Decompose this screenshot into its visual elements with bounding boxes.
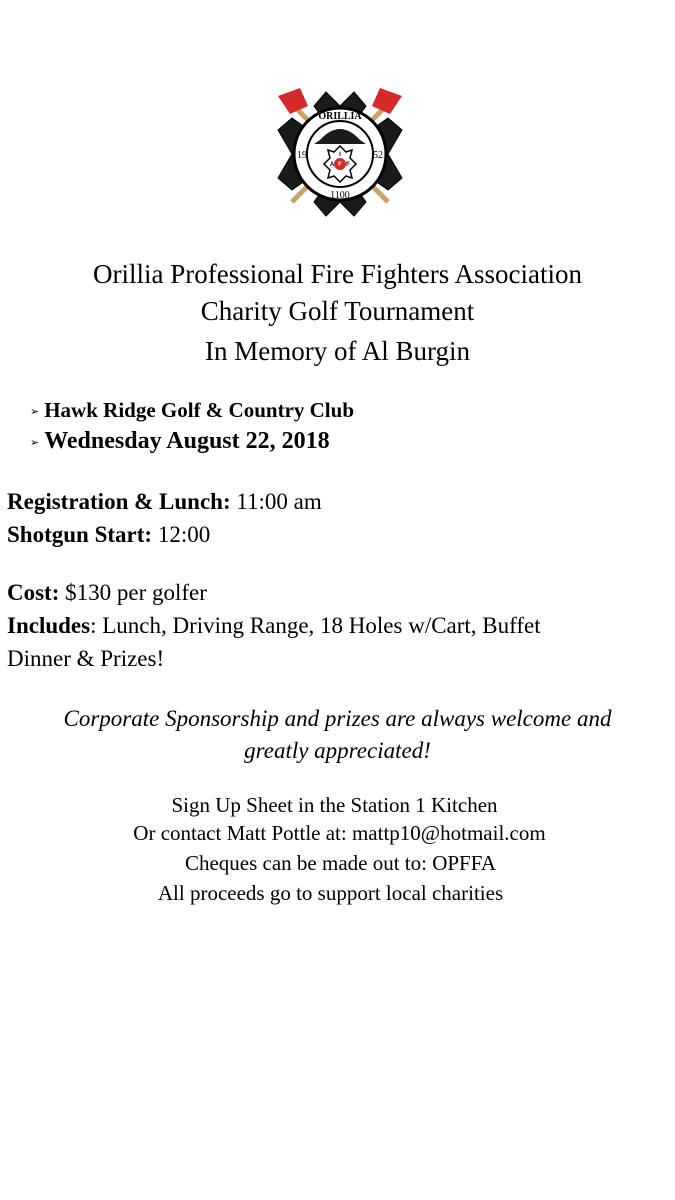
logo-left-number: 19 — [297, 150, 307, 161]
arrow-bullet-icon: ➢ — [30, 406, 40, 418]
logo-letter-i: I — [339, 152, 341, 158]
logo-letter-f: F — [346, 162, 350, 168]
title-line-3: In Memory of Al Burgin — [205, 336, 470, 366]
logo-letter-f-center: F — [338, 162, 342, 168]
registration-value: 11:00 am — [230, 489, 322, 514]
cost-line — [7, 577, 207, 608]
cost-label: Cost: — [7, 580, 60, 605]
contact-line-3: Cheques can be made out to: OPFFA — [184, 851, 497, 875]
title-line-2: Charity Golf Tournament — [200, 296, 475, 326]
logo-right-number: 52 — [373, 150, 383, 161]
sponsorship-line-2: greatly appreciated! — [244, 738, 431, 763]
venue-bullet — [30, 398, 354, 423]
includes-line — [7, 610, 541, 641]
contact-line-1: Sign Up Sheet in the Station 1 Kitchen — [171, 793, 498, 817]
maltese-cross-emblem — [270, 84, 410, 224]
contact-line-4: All proceeds go to support local charities — [157, 881, 504, 905]
contact-line-2: Or contact Matt Pottle at: mattp10@hotmail.com — [133, 821, 546, 845]
logo-letter-a: A — [329, 162, 335, 168]
logo-top-text: ORILLIA — [318, 111, 362, 122]
sponsorship-line-1: Corporate Sponsorship and prizes are always welcome and — [63, 706, 612, 731]
includes-value-line1: : Lunch, Driving Range, 18 Holes w/Cart, Buffet — [90, 613, 541, 638]
date-bullet — [30, 428, 330, 455]
venue-text: Hawk Ridge Golf & Country Club — [44, 398, 354, 422]
title-line-1: Orillia Professional Fire Fighters Association — [93, 259, 582, 289]
iaff-local-1100-logo — [270, 84, 410, 224]
shotgun-line — [7, 519, 210, 550]
arrow-bullet-icon: ➢ — [30, 437, 40, 449]
registration-label: Registration & Lunch: — [7, 489, 231, 514]
includes-line-2: Dinner & Prizes! — [7, 646, 165, 671]
cost-value: $130 per golfer — [59, 580, 207, 605]
logo-bottom-number: 1100 — [330, 190, 350, 201]
date-text: Wednesday August 22, 2018 — [44, 428, 330, 454]
shotgun-label: Shotgun Start: — [7, 522, 153, 547]
shotgun-value: 12:00 — [152, 522, 211, 547]
includes-label: Includes — [7, 613, 91, 638]
registration-line — [7, 486, 322, 517]
